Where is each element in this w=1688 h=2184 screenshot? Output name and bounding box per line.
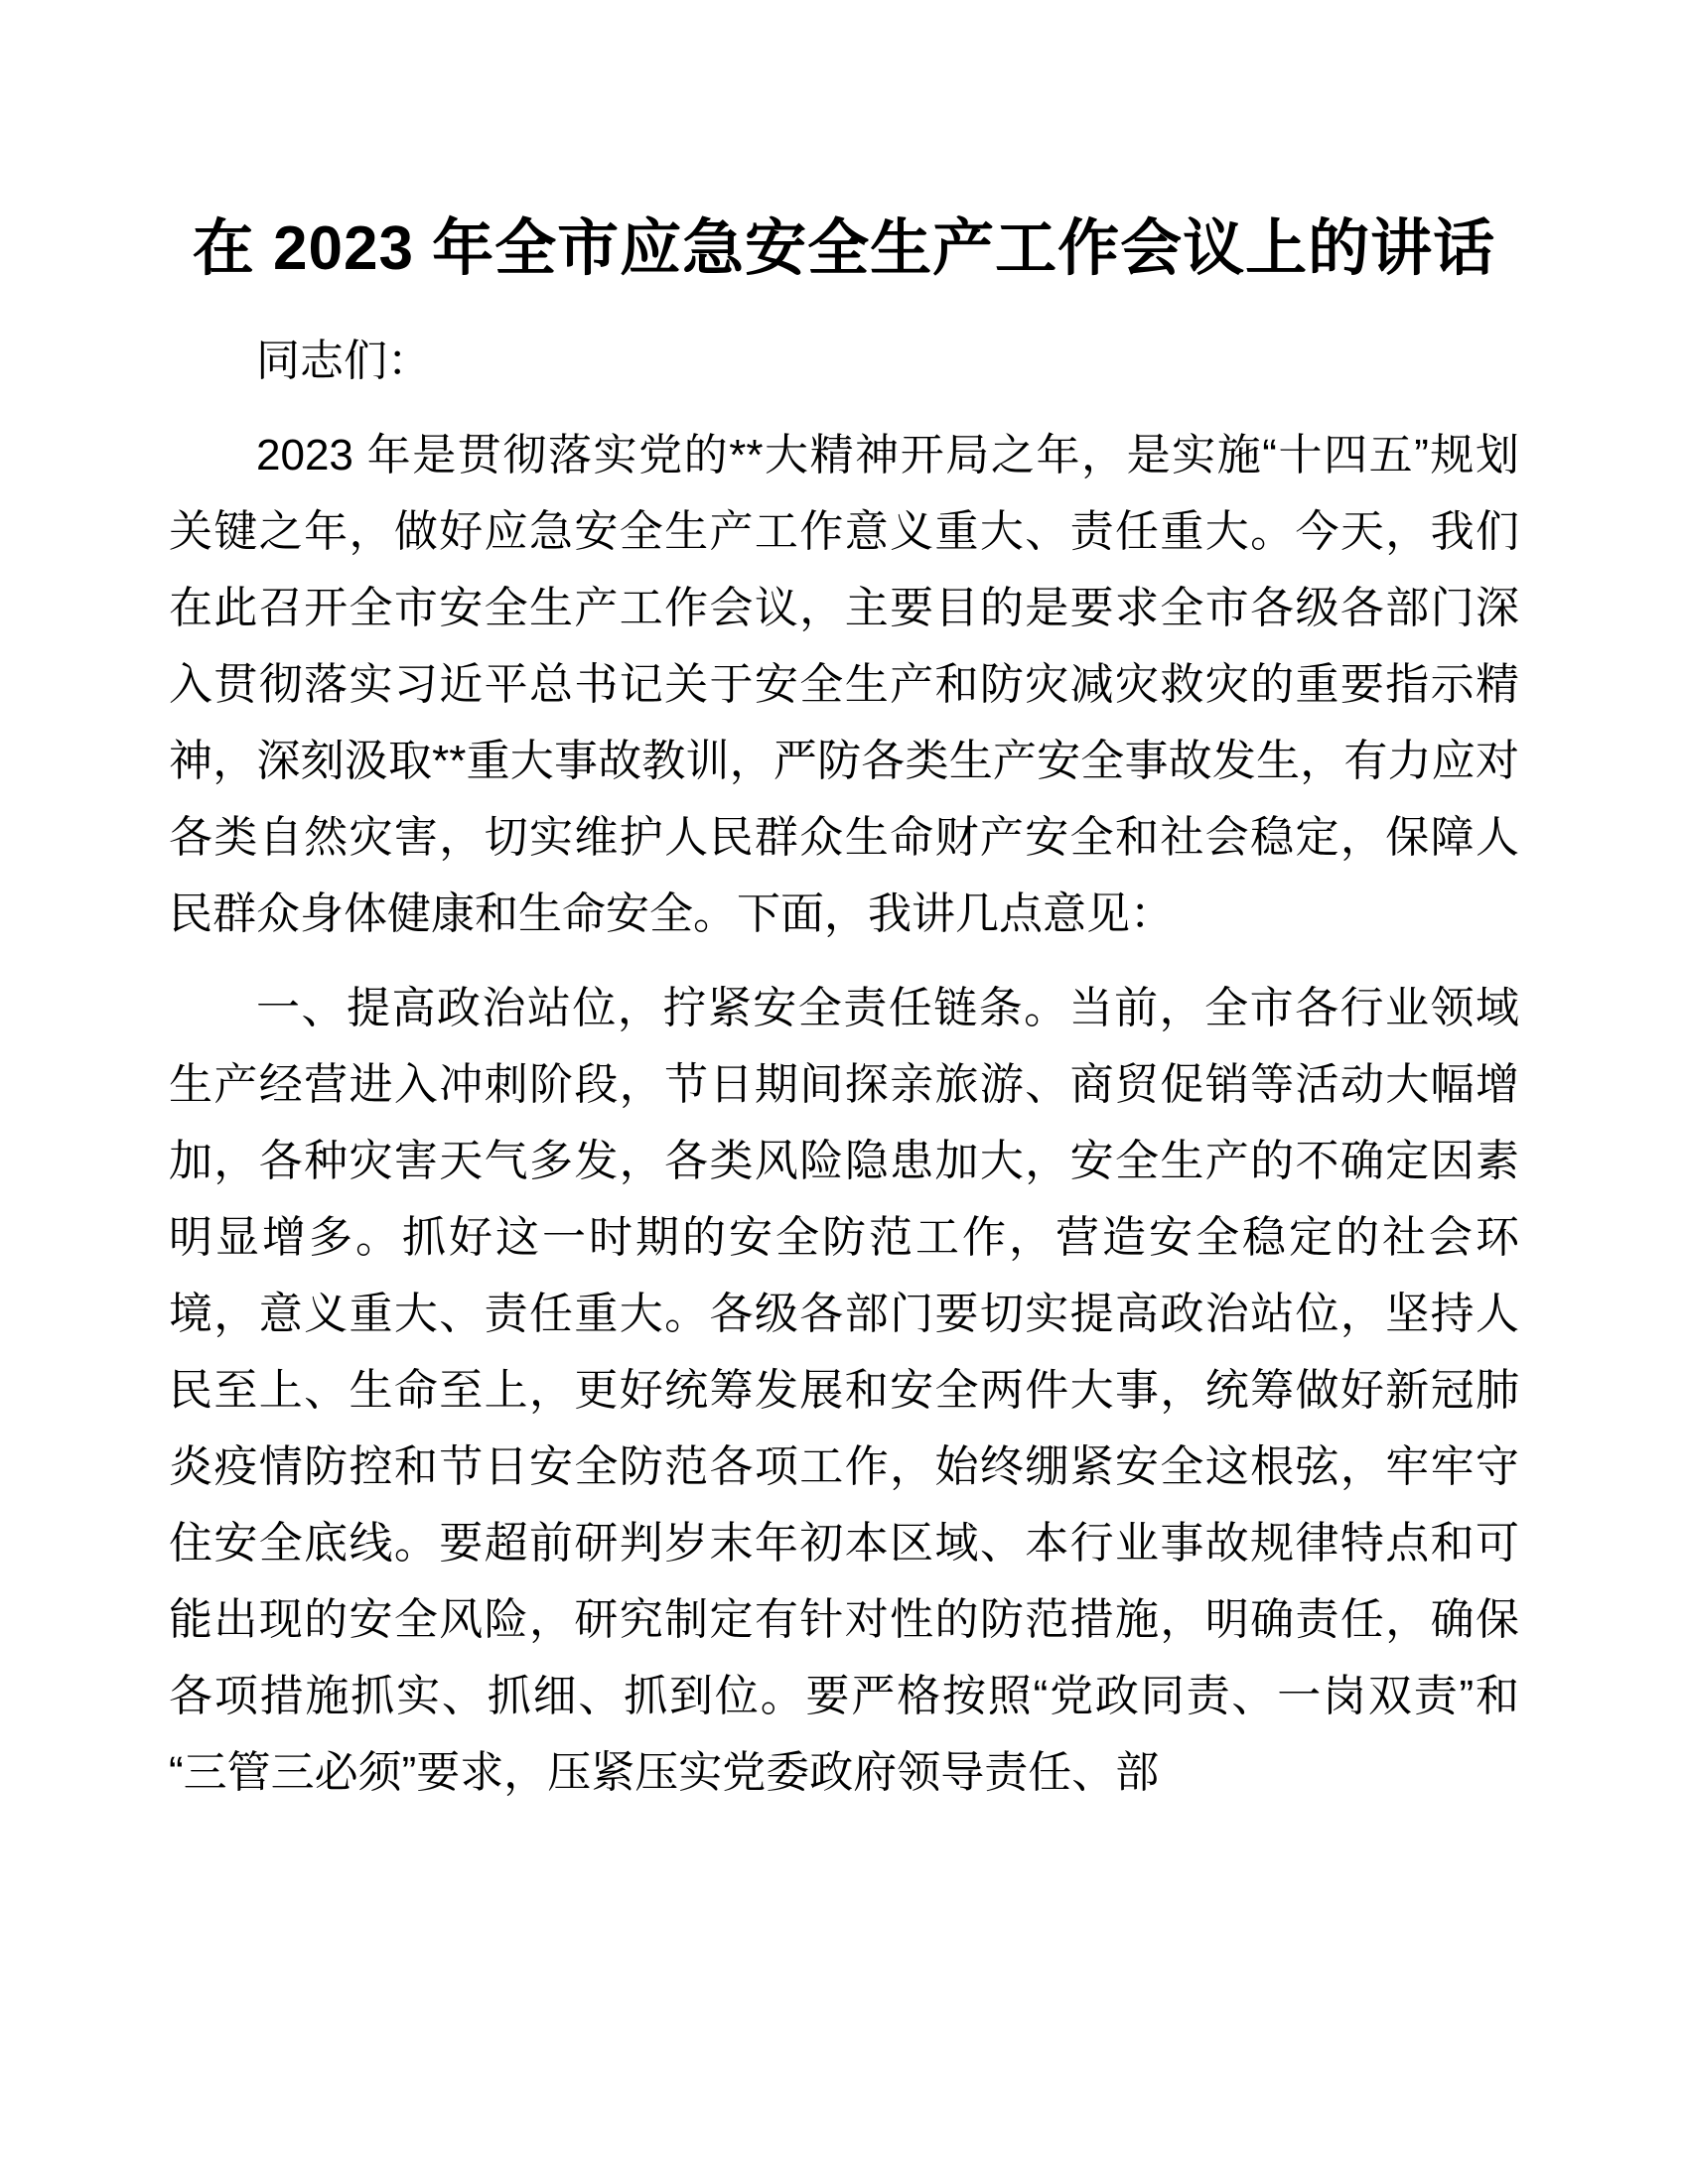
- document-title: 在 2023 年全市应急安全生产工作会议上的讲话: [192, 214, 1496, 283]
- paragraph-intro: 2023 年是贯彻落实党的**大精神开局之年，是实施“十四五”规划关键之年，做好应急安全生产工作意义重大、责任重大。今天，我们在此召开全市安全生产工作会议，主要目的是要求全市各级各部门深入贯彻落实习近平总书记关于安全生产和防灾减灾救灾的重要指示精神，深刻汲取**重大事故教训，严防各类生产安全事故发生，有力应对各类自然灾害，切实维护人民群众生命财产安全和社会稳定，保障人民群众身体健康和生命安全。下面，我讲几点意见：: [169, 431, 1519, 938]
- paragraph-section-one: 一、提高政治站位，拧紧安全责任链条。当前，全市各行业领域生产经营进入冲刺阶段，节日期间探亲旅游、商贸促销等活动大幅增加，各种灾害天气多发，各类风险隐患加大，安全生产的不确定因素明显增多。抓好这一时期的安全防范工作，营造安全稳定的社会环境，意义重大、责任重大。各级各部门要切实提高政治站位，坚持人民至上、生命至上，更好统筹发展和安全两件大事，统筹做好新冠肺炎疫情防控和节日安全防范各项工作，始终绷紧安全这根弦，牢牢守住安全底线。要超前研判岁末年初本区域、本行业事故规律特点和可能出现的安全风险，研究制定有针对性的防范措施，明确责任，确保各项措施抓实、抓细、抓到位。要严格按照“党政同责、一岗双责”和“三管三必须”要求，压紧压实党委政府领导责任、部: [169, 984, 1519, 1797]
- salutation-line: 同志们：: [256, 337, 431, 385]
- document-body: [169, 323, 1519, 1811]
